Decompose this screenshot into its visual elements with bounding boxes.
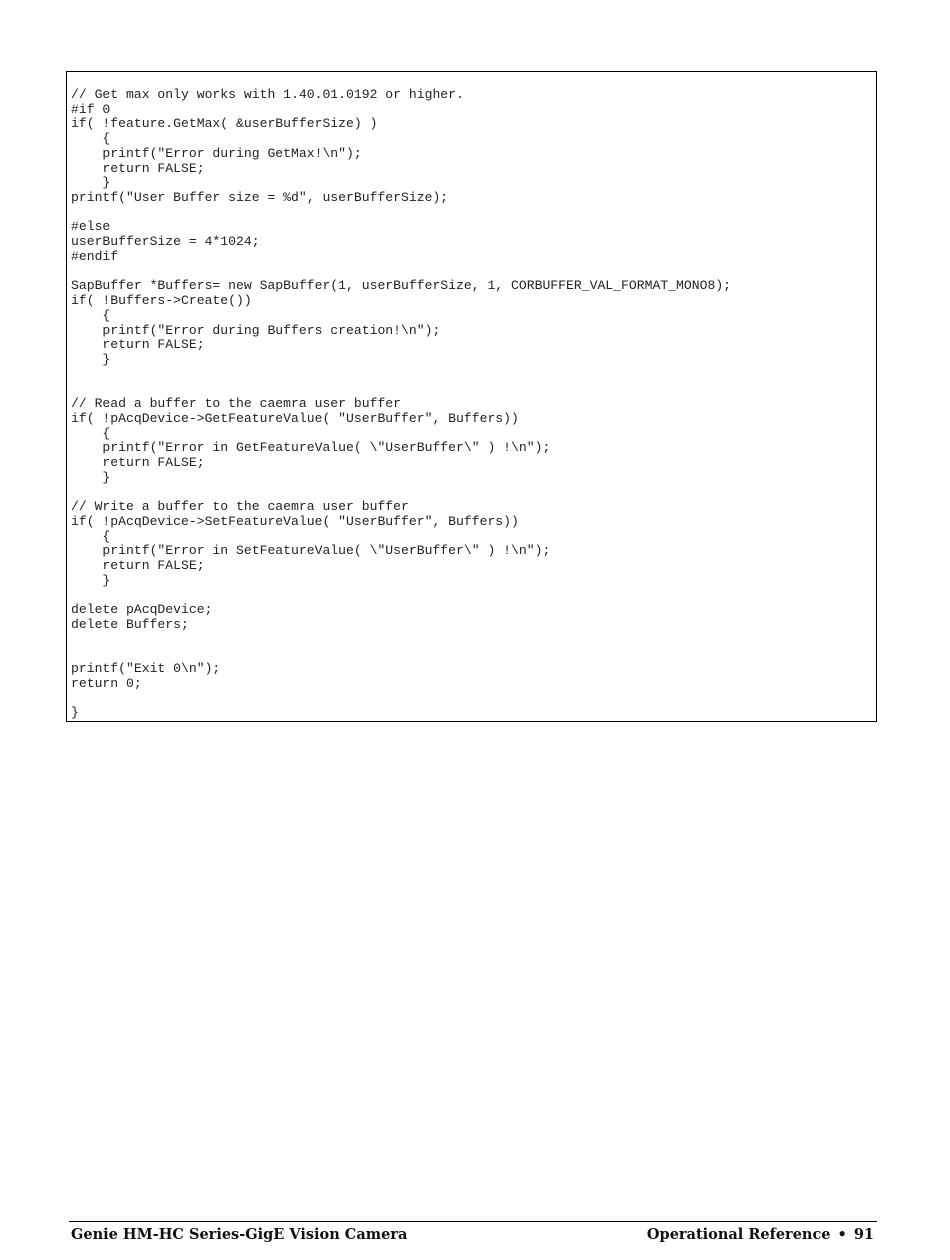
code-line: { bbox=[71, 307, 111, 323]
code-line: return 0; bbox=[71, 675, 142, 691]
code-line bbox=[71, 633, 731, 648]
code-line: return FALSE; bbox=[71, 558, 205, 573]
code-line: printf("User Buffer size = %d", userBufferSize); bbox=[71, 190, 449, 206]
code-line: printf("Error in GetFeatureValue( \"UserBuffer\" ) !\n"); bbox=[71, 440, 551, 456]
code-line: #if 0 bbox=[71, 101, 111, 117]
code-line: return FALSE; bbox=[71, 337, 205, 353]
code-line: if( !feature.GetMax( &userBufferSize) ) bbox=[71, 116, 378, 132]
code-line: SapBuffer *Buffers= new SapBuffer(1, userBufferSize, 1, CORBUFFER_VAL_FORMAT_MONO8); bbox=[71, 278, 732, 294]
code-line: printf("Exit 0\n"); bbox=[71, 661, 221, 677]
code-line: } bbox=[71, 572, 111, 588]
code-line: printf("Error in SetFeatureValue( \"UserBuffer\" ) !\n"); bbox=[71, 543, 551, 559]
code-line bbox=[71, 691, 731, 706]
code-line bbox=[71, 382, 731, 397]
code-line: if( !Buffers->Create()) bbox=[71, 293, 252, 309]
code-line: } bbox=[71, 351, 111, 367]
code-line: printf("Error during Buffers creation!\n"); bbox=[71, 322, 441, 338]
code-line: userBufferSize = 4*1024; bbox=[71, 234, 260, 250]
code-line: if( !pAcqDevice->SetFeatureValue( "UserBuffer", Buffers)) bbox=[71, 513, 519, 529]
code-line bbox=[71, 265, 731, 280]
code-line: } bbox=[71, 469, 111, 485]
code-line bbox=[71, 206, 731, 221]
code-line bbox=[71, 647, 731, 662]
code-line: } bbox=[71, 175, 111, 191]
code-line: delete Buffers; bbox=[71, 616, 189, 632]
footer-section-title: Operational Reference bbox=[646, 1226, 831, 1243]
code-line: if( !pAcqDevice->GetFeatureValue( "UserBuffer", Buffers)) bbox=[71, 410, 519, 426]
code-line: { bbox=[71, 528, 111, 544]
code-line: delete pAcqDevice; bbox=[71, 602, 213, 618]
code-line bbox=[71, 485, 731, 500]
footer-bullet: • bbox=[837, 1226, 847, 1243]
code-line bbox=[71, 368, 731, 383]
code-line: printf("Error during GetMax!\n"); bbox=[71, 145, 362, 161]
code-line: return FALSE; bbox=[71, 160, 205, 176]
code-line bbox=[71, 588, 731, 603]
code-line: { bbox=[71, 425, 111, 441]
code-line: } bbox=[71, 705, 79, 721]
code-line: // Get max only works with 1.40.01.0192 or higher. bbox=[71, 87, 464, 102]
footer-document-title: Genie HM-HC Series-GigE Vision Camera bbox=[71, 1226, 408, 1243]
footer-divider bbox=[69, 1221, 877, 1222]
code-line: // Read a buffer to the caemra user buffer bbox=[71, 396, 402, 412]
code-line: // Write a buffer to the caemra user buffer bbox=[71, 499, 409, 515]
code-line: { bbox=[71, 131, 111, 147]
code-listing bbox=[71, 88, 731, 721]
code-line: #else bbox=[71, 219, 111, 235]
footer-page-number: 91 bbox=[853, 1226, 874, 1243]
code-line: return FALSE; bbox=[71, 454, 205, 470]
code-line: #endif bbox=[71, 248, 119, 264]
footer-page-reference bbox=[647, 1226, 874, 1243]
